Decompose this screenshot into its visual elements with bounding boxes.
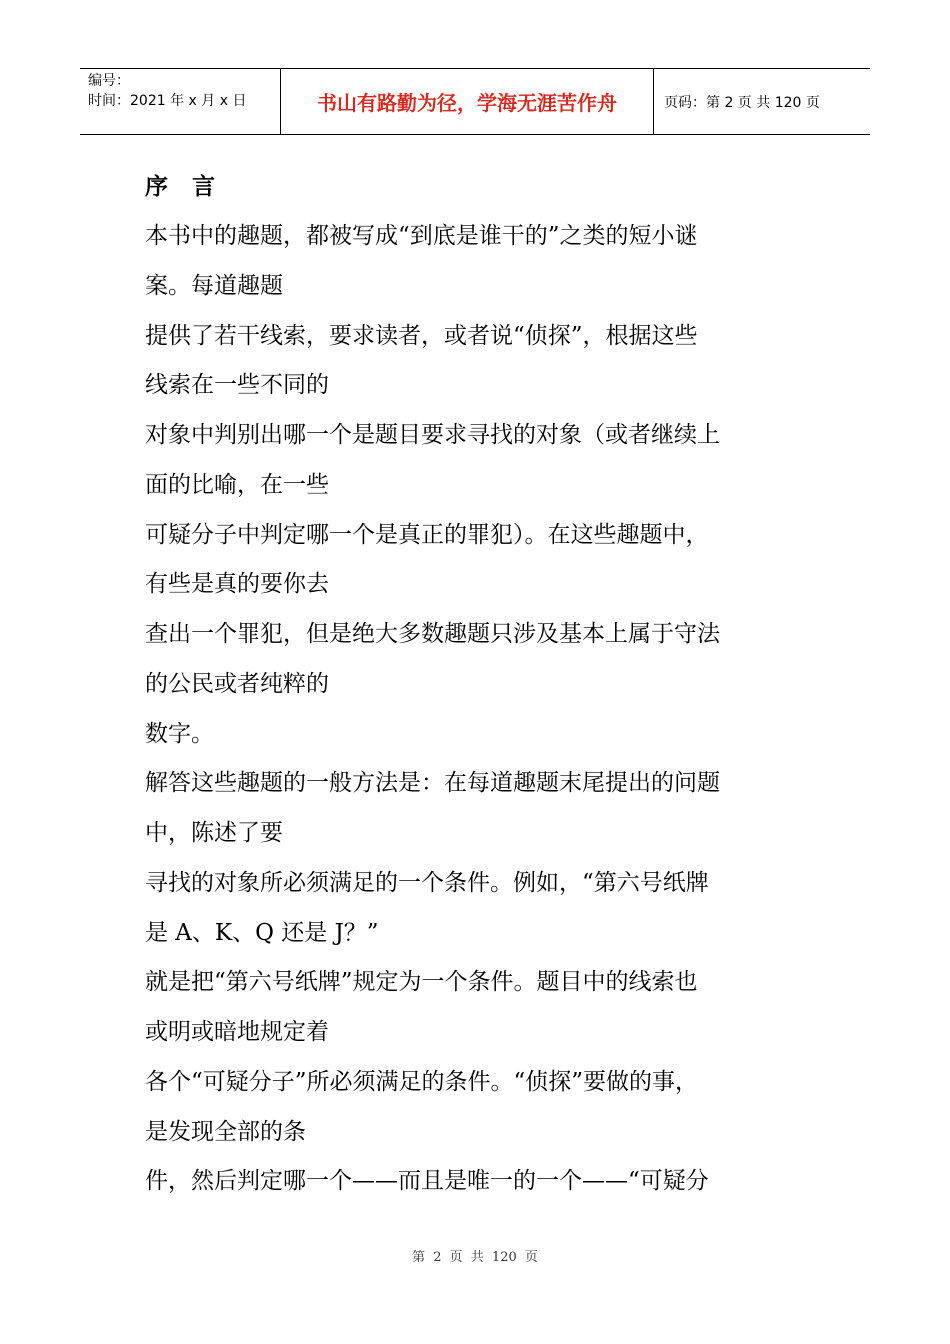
text-line: 中，陈述了要	[145, 820, 283, 846]
header-motto: 书山有路勤为径，学海无涯苦作舟	[281, 69, 654, 134]
page-footer: 第 2 页 共 120 页	[412, 1250, 538, 1265]
header-meta	[80, 69, 281, 134]
number-label: 编号：	[88, 73, 130, 89]
text-line: 解答这些趣题的一般方法是：在每道趣题末尾提出的问题	[145, 770, 720, 797]
text-line: 是发现全部的条	[145, 1118, 306, 1145]
header-page-info: 页码：第 2 页 共 120 页	[664, 94, 820, 111]
text-line: 对象中判别出哪一个是题目要求寻找的对象（或者继续上	[145, 422, 720, 448]
section-title: 序 言	[145, 173, 224, 200]
text-line: 件，然后判定哪一个——而且是唯一的一个——“可疑分	[145, 1168, 709, 1195]
text-line: 或明或暗地规定着	[145, 1019, 329, 1045]
text-line: 是 A、K、Q 还是 J？”	[145, 919, 379, 946]
text-line: 的公民或者纯粹的	[145, 670, 329, 697]
page-header	[80, 68, 870, 135]
text-line: 有些是真的要你去	[145, 571, 329, 598]
text-line: 本书中的趣题，都被写成“到底是谁干的”之类的短小谜	[145, 223, 698, 249]
text-line: 案。每道趣题	[145, 272, 283, 299]
text-line: 提供了若干线索，要求读者，或者说“侦探”，根据这些	[145, 322, 698, 349]
text-line: 面的比喻，在一些	[145, 471, 329, 498]
document-body	[145, 162, 825, 1207]
text-line: 就是把“第六号纸牌”规定为一个条件。题目中的线索也	[145, 969, 698, 996]
text-line: 寻找的对象所必须满足的一个条件。例如，“第六号纸牌	[145, 869, 709, 896]
text-line: 查出一个罪犯，但是绝大多数趣题只涉及基本上属于守法	[145, 621, 720, 647]
time-label: 时间：2021 年 x 月 x 日	[88, 93, 247, 109]
text-line: 各个“可疑分子”所必须满足的条件。“侦探”要做的事，	[145, 1068, 699, 1095]
text-line: 线索在一些不同的	[145, 372, 329, 399]
text-line: 数字。	[145, 720, 214, 747]
text-line: 可疑分子中判定哪一个是真正的罪犯）。在这些趣题中，	[145, 521, 709, 548]
